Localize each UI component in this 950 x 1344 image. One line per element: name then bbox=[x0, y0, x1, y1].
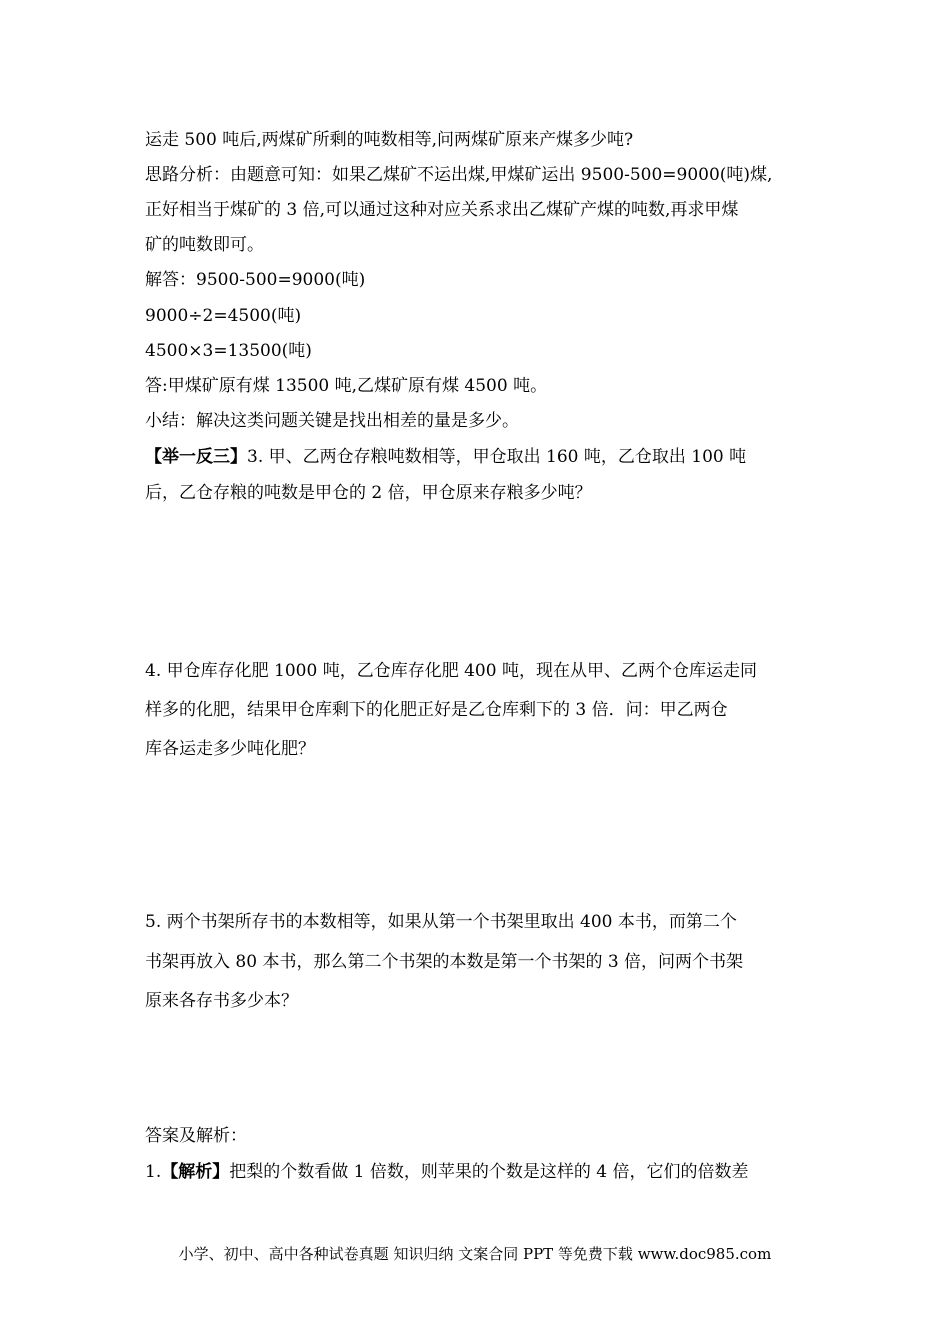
example-3-text: 3. 甲、乙两仓存粮吨数相等，甲仓取出 160 吨，乙仓取出 100 吨 bbox=[247, 447, 747, 467]
page-footer: 小学、初中、高中各种试卷真题 知识归纳 文案合同 PPT 等免费下载 www.doc985.com bbox=[178, 1245, 772, 1263]
example-3-tag: 【举一反三】 bbox=[145, 447, 247, 467]
answers-heading: 答案及解析： bbox=[145, 1126, 247, 1146]
answer-1-text: 把梨的个数看做 1 倍数，则苹果的个数是这样的 4 倍，它们的倍数差 bbox=[229, 1162, 749, 1182]
text-line: 后，乙仓存粮的吨数是甲仓的 2 倍，甲仓原来存粮多少吨？ bbox=[145, 483, 592, 503]
answer-1-line bbox=[145, 1160, 748, 1184]
text-line: 正好相当于煤矿的 3 倍,可以通过这种对应关系求出乙煤矿产煤的吨数,再求甲煤 bbox=[145, 200, 739, 220]
text-line: 4. 甲仓库存化肥 1000 吨，乙仓库存化肥 400 吨，现在从甲、乙两个仓库运走同 bbox=[145, 661, 757, 681]
text-line: 原来各存书多少本？ bbox=[145, 991, 298, 1011]
text-line: 答:甲煤矿原有煤 13500 吨,乙煤矿原有煤 4500 吨。 bbox=[145, 376, 548, 396]
text-line: 书架再放入 80 本书，那么第二个书架的本数是第一个书架的 3 倍，问两个书架 bbox=[145, 952, 744, 972]
text-line: 9000÷2=4500(吨) bbox=[145, 306, 302, 326]
text-line: 运走 500 吨后,两煤矿所剩的吨数相等,问两煤矿原来产煤多少吨? bbox=[145, 130, 634, 150]
answer-1-number: 1. bbox=[145, 1162, 162, 1182]
text-line: 样多的化肥，结果甲仓库剩下的化肥正好是乙仓库剩下的 3 倍．问：甲乙两仓 bbox=[145, 700, 728, 720]
text-line: 4500×3=13500(吨) bbox=[145, 341, 312, 361]
example-3-line bbox=[145, 445, 746, 469]
text-line: 矿的吨数即可。 bbox=[145, 235, 264, 255]
text-line: 5. 两个书架所存书的本数相等，如果从第一个书架里取出 400 本书，而第二个 bbox=[145, 912, 737, 932]
text-line: 解答：9500-500=9000(吨) bbox=[145, 270, 366, 290]
text-line: 小结：解决这类问题关键是找出相差的量是多少。 bbox=[145, 411, 519, 431]
text-line: 思路分析：由题意可知：如果乙煤矿不运出煤,甲煤矿运出 9500-500=9000(吨)煤, bbox=[145, 165, 773, 185]
text-line: 库各运走多少吨化肥？ bbox=[145, 739, 315, 759]
answer-1-tag: 【解析】 bbox=[161, 1162, 230, 1182]
